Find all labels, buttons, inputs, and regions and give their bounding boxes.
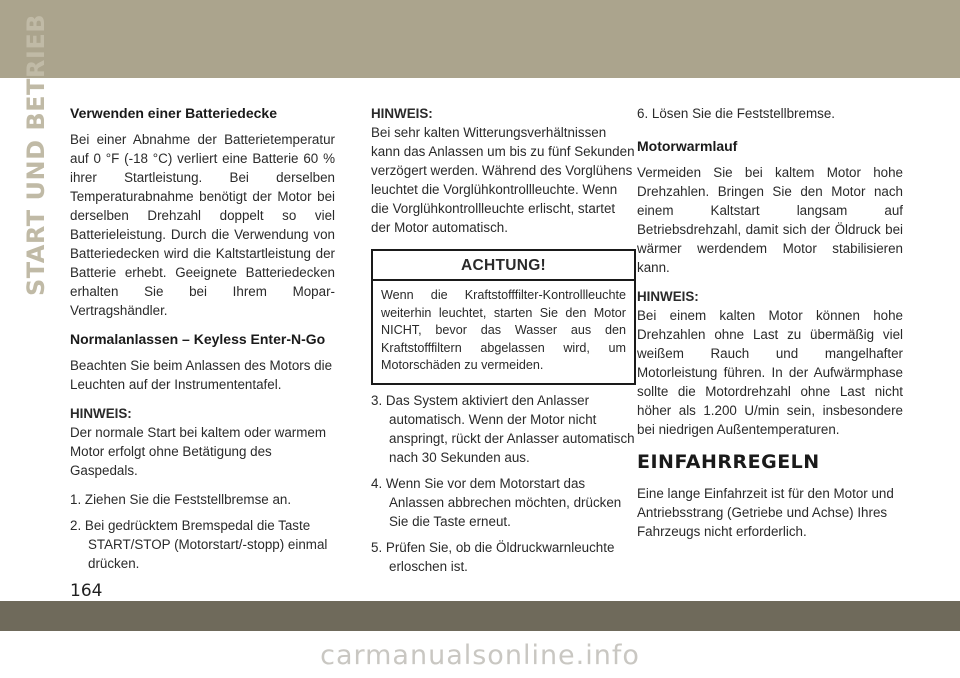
column-right [637,104,903,551]
note-text: Bei einem kalten Motor können hohe Drehzahlen ohne Last zu übermäßig viel weißem Rauch und mangelhafter Motorleistung führen. In der Aufwärmphase sollte die Motordrehzahl ohne Last nicht höher als 1.200 U/min sein, insbesondere bei niedrigen Außentemperaturen. [637,308,903,437]
paragraph-battery-blanket: Bei einer Abnahme der Batterietemperatur auf 0 °F (-18 °C) verliert eine Batterie 60 % ihrer Startleistung. Bei derselben Temperaturabnahme benötigt der Motor bei derselben Drehzahl doppelt so viel Batterieleistung. Durch die Verwendung von Batteriedecken wird die Kaltstartleistung der Batterie erhebt. Geeignete Batteriedecken erhalten Sie bei Ihrem Mopar-Vertragshändler. [70,132,335,318]
list-item: 5. Prüfen Sie, ob die Öldruckwarnleuchte erloschen ist. [371,539,615,574]
note-label: HINWEIS: [371,106,433,121]
warning-text: Wenn die Kraftstofffilter-Kontrollleuchte weiterhin leuchtet, starten Sie den Motor NICHT, bevor das Wasser aus den Kraftstofffiltern abgelassen wird, um Motorschäden zu vermeiden. [381,288,626,372]
warning-title: ACHTUNG! [373,251,634,281]
note-text: Bei sehr kalten Witterungsverhältnissen kann das Anlassen um bis zu fünf Sekunden verzögert werden. Während des Vorglühens leuchtet die Vorglühkontrollleuchte. Wenn die Vorglühkontrollleuchte erlischt, startet der Motor automatisch. [371,125,635,235]
footer-band [0,601,960,631]
section-side-title: START UND BETRIEB [22,13,50,296]
heading-battery-blanket: Verwenden einer Batteriedecke [70,105,277,121]
warning-box [371,249,636,385]
heading-engine-warmup: Motorwarmlauf [637,138,738,154]
column-left [70,104,335,580]
start-steps-list [70,490,335,573]
note-label: HINWEIS: [70,406,132,421]
paragraph-engine-warmup: Vermeiden Sie bei kaltem Motor hohe Drehzahlen. Bringen Sie den Motor nach einem Kaltstart langsam auf Betriebsdrehzahl, damit sich der Öldruck bei wärmer werdendem Motor stabilisieren kann. [637,165,903,275]
list-item: 6. Lösen Sie die Feststellbremse. [637,106,835,121]
note-label: HINWEIS: [637,289,699,304]
heading-normal-start: Normalanlassen – Keyless Enter-N-Go [70,331,326,347]
page-number: 164 [70,581,103,601]
note-text: Der normale Start bei kaltem oder warmem Motor erfolgt ohne Betätigung des Gaspedals. [70,425,326,478]
list-item: 3. Das System aktiviert den Anlasser automatisch. Wenn der Motor nicht anspringt, rückt der Anlasser automatisch nach 30 Sekunden aus. [371,392,635,465]
list-item: 1. Ziehen Sie die Feststellbremse an. [70,492,292,507]
paragraph-break-in: Eine lange Einfahrzeit ist für den Motor und Antriebsstrang (Getriebe und Achse) Ihres Fahrzeugs nicht erforderlich. [637,486,894,539]
heading-break-in: EINFAHRREGELN [637,451,820,473]
column-middle [371,104,636,583]
list-item: 2. Bei gedrücktem Bremspedal die Taste START/STOP (Motorstart/-stopp) einmal drücken. [70,518,328,571]
paragraph-normal-start: Beachten Sie beim Anlassen des Motors die Leuchten auf der Instrumententafel. [70,358,333,392]
header-band [0,0,960,78]
watermark-text: carmanualsonline.info [320,640,640,671]
start-steps-list [371,391,636,576]
list-item: 4. Wenn Sie vor dem Motorstart das Anlassen abbrechen möchten, drücken Sie die Taste erneut. [371,475,622,529]
